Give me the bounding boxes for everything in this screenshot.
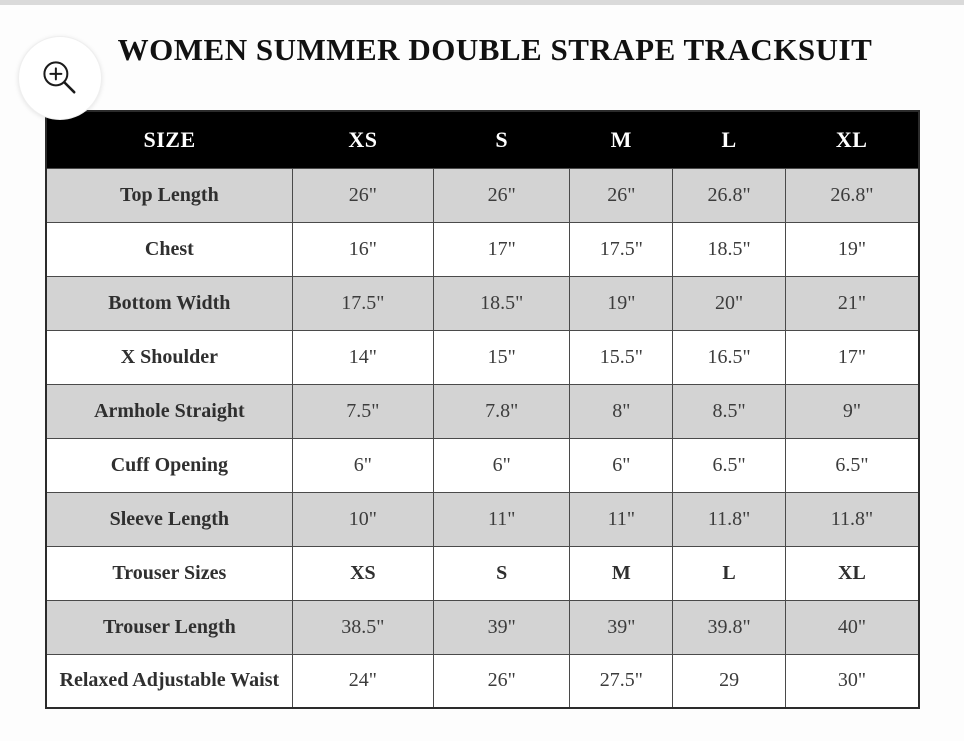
row-label: Trouser Length — [46, 600, 292, 654]
value-cell: S — [434, 546, 570, 600]
table-row — [46, 276, 919, 330]
row-label: Trouser Sizes — [46, 546, 292, 600]
value-cell: 10" — [292, 492, 433, 546]
table-row — [46, 438, 919, 492]
value-cell: 16.5" — [673, 330, 786, 384]
column-header-s: S — [434, 111, 570, 168]
table-row — [46, 384, 919, 438]
value-cell: 7.8" — [434, 384, 570, 438]
size-chart-body — [46, 168, 919, 708]
value-cell: 15" — [434, 330, 570, 384]
column-header-m: M — [570, 111, 673, 168]
row-label: Chest — [46, 222, 292, 276]
row-label: Bottom Width — [46, 276, 292, 330]
value-cell: 17.5" — [292, 276, 433, 330]
table-row — [46, 492, 919, 546]
table-row — [46, 330, 919, 384]
value-cell: 24" — [292, 654, 433, 708]
value-cell: 29 — [673, 654, 786, 708]
value-cell: 11" — [434, 492, 570, 546]
row-label: Sleeve Length — [46, 492, 292, 546]
value-cell: 21" — [785, 276, 919, 330]
row-label: Top Length — [46, 168, 292, 222]
value-cell: 39" — [570, 600, 673, 654]
top-strip — [0, 0, 964, 5]
table-row — [46, 600, 919, 654]
column-header-xl: XL — [785, 111, 919, 168]
value-cell: 27.5" — [570, 654, 673, 708]
value-cell: 16" — [292, 222, 433, 276]
value-cell: 14" — [292, 330, 433, 384]
value-cell: 38.5" — [292, 600, 433, 654]
value-cell: M — [570, 546, 673, 600]
size-chart-header-row — [46, 111, 919, 168]
value-cell: 39.8" — [673, 600, 786, 654]
value-cell: XL — [785, 546, 919, 600]
column-header-xs: XS — [292, 111, 433, 168]
table-row — [46, 654, 919, 708]
magnifier-plus-icon — [38, 56, 82, 100]
value-cell: 26.8" — [673, 168, 786, 222]
table-row — [46, 222, 919, 276]
value-cell: XS — [292, 546, 433, 600]
value-cell: 26" — [434, 168, 570, 222]
row-label: Relaxed Adjustable Waist — [46, 654, 292, 708]
value-cell: 26" — [434, 654, 570, 708]
value-cell: 11" — [570, 492, 673, 546]
row-label: Armhole Straight — [46, 384, 292, 438]
column-header-l: L — [673, 111, 786, 168]
value-cell: 40" — [785, 600, 919, 654]
value-cell: L — [673, 546, 786, 600]
value-cell: 15.5" — [570, 330, 673, 384]
value-cell: 17.5" — [570, 222, 673, 276]
value-cell: 7.5" — [292, 384, 433, 438]
value-cell: 11.8" — [673, 492, 786, 546]
value-cell: 19" — [785, 222, 919, 276]
value-cell: 6" — [292, 438, 433, 492]
image-zoom-button[interactable] — [18, 36, 102, 120]
value-cell: 17" — [434, 222, 570, 276]
table-row — [46, 168, 919, 222]
value-cell: 26" — [292, 168, 433, 222]
value-cell: 39" — [434, 600, 570, 654]
value-cell: 6.5" — [673, 438, 786, 492]
value-cell: 11.8" — [785, 492, 919, 546]
value-cell: 8.5" — [673, 384, 786, 438]
value-cell: 17" — [785, 330, 919, 384]
column-header-size: SIZE — [46, 111, 292, 168]
value-cell: 18.5" — [434, 276, 570, 330]
page-title: WOMEN SUMMER DOUBLE STRAPE TRACKSUIT — [117, 32, 873, 67]
value-cell: 26.8" — [785, 168, 919, 222]
value-cell: 26" — [570, 168, 673, 222]
value-cell: 18.5" — [673, 222, 786, 276]
table-row — [46, 546, 919, 600]
value-cell: 6.5" — [785, 438, 919, 492]
value-cell: 8" — [570, 384, 673, 438]
row-label: Cuff Opening — [46, 438, 292, 492]
row-label: X Shoulder — [46, 330, 292, 384]
value-cell: 9" — [785, 384, 919, 438]
value-cell: 6" — [570, 438, 673, 492]
value-cell: 19" — [570, 276, 673, 330]
size-chart-table — [45, 110, 920, 709]
value-cell: 6" — [434, 438, 570, 492]
value-cell: 30" — [785, 654, 919, 708]
value-cell: 20" — [673, 276, 786, 330]
